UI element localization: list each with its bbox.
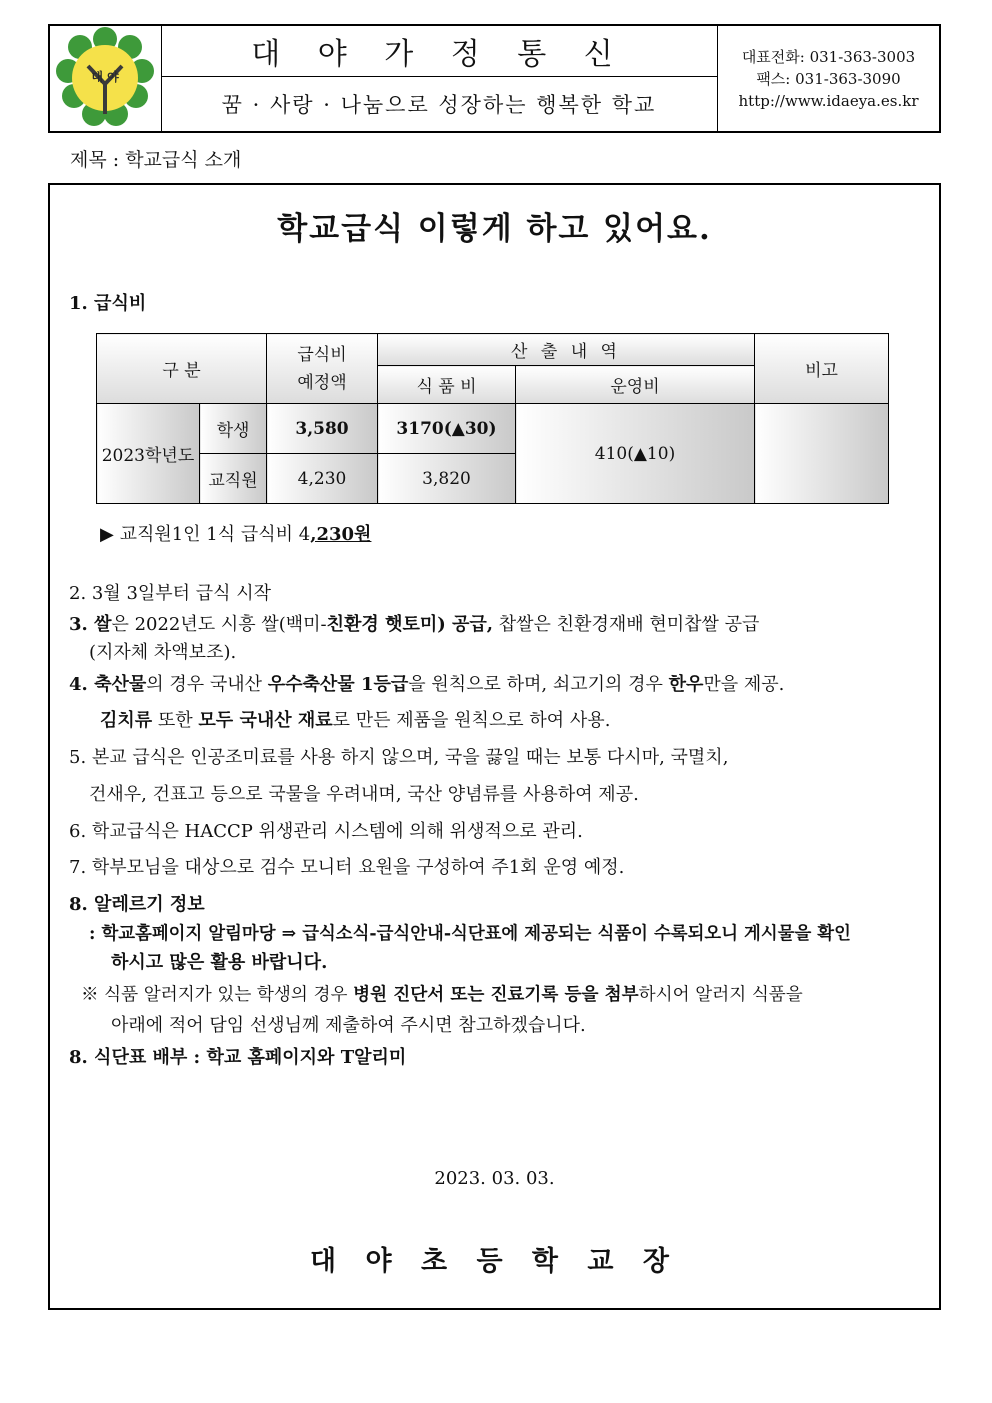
header-food-cost: 식 품 비 — [378, 366, 516, 404]
header-breakdown: 산 출 내 역 — [378, 334, 755, 366]
item-6: 6. 학교급식은 HACCP 위생관리 시스템에 의해 위생적으로 관리. — [69, 821, 583, 842]
contact-info — [718, 26, 939, 131]
document-date: 2023. 03. 03. — [434, 1168, 555, 1189]
item-8-line-1: : 학교홈페이지 알림마당 ⇒ 급식소식-급식안내-식단표에 제공되는 식품이 수록되오니 게시물을 확인 — [89, 924, 851, 944]
staff-food-cost: 3,820 — [378, 454, 516, 504]
section-1-title: 1. 급식비 — [69, 293, 147, 314]
item-3-line-2: (지자체 차액보조). — [89, 642, 237, 663]
phone-number: 대표전화: 031-363-3003 — [741, 47, 916, 66]
meal-fee-table — [96, 333, 889, 504]
item-menu-distribution: 8. 식단표 배부 : 학교 홈페이지와 T알리미 — [69, 1047, 407, 1068]
header-planned-fee: 급식비 예정액 — [267, 334, 378, 404]
main-content-box — [48, 183, 941, 1310]
staff-planned-fee: 4,230 — [267, 454, 378, 504]
logo-text: 대 야 — [91, 70, 119, 84]
row-student-label: 학생 — [200, 404, 267, 454]
school-logo — [50, 26, 161, 131]
title-cell — [161, 26, 718, 131]
item-5: 5. 본교 급식은 인공조미료를 사용 하지 않으며, 국을 끓일 때는 보통 다시마, 국멸치, — [69, 747, 729, 768]
operation-cost-value: 410(▲10) — [516, 404, 755, 504]
subject-line: 제목 : 학교급식 소개 — [70, 149, 242, 171]
allergy-note-line-2: 아래에 적어 담임 선생님께 제출하여 주시면 참고하겠습니다. — [111, 1015, 586, 1036]
year-cell: 2023학년도 — [97, 404, 200, 504]
student-food-cost: 3170(▲30) — [378, 404, 516, 454]
item-7: 7. 학부모님을 대상으로 검수 모니터 요원을 구성하여 주1회 운영 예정. — [69, 857, 625, 878]
header-note: 비고 — [755, 334, 889, 404]
header-operation-cost: 운영비 — [516, 366, 755, 404]
item-2: 2. 3월 3일부터 급식 시작 — [69, 583, 272, 604]
header-category: 구 분 — [97, 334, 267, 404]
newsletter-title: 대 야 가 정 통 신 — [161, 26, 717, 77]
row-staff-label: 교직원 — [200, 454, 267, 504]
note-value — [755, 404, 889, 504]
item-4: 4. 축산물의 경우 국내산 우수축산물 1등급을 원칙으로 하며, 쇠고기의 경우 한우만을 제공. — [69, 674, 785, 695]
item-5-line-2: 건새우, 건표고 등으로 국물을 우려내며, 국산 양념류를 사용하여 제공. — [89, 784, 639, 805]
item-4-line-2: 김치류 또한 모두 국내산 재료로 만든 제품을 원칙으로 하여 사용. — [100, 710, 611, 731]
allergy-note: ※ 식품 알러지가 있는 학생의 경우 병원 진단서 또는 진료기록 등을 첨부하시어 알러지 식품을 — [81, 984, 803, 1005]
item-8-line-2: 하시고 많은 활용 바랍니다. — [111, 952, 328, 973]
item-8-title: 8. 알레르기 정보 — [69, 894, 205, 915]
school-slogan: 꿈 · 사랑 · 나눔으로 성장하는 행복한 학교 — [221, 93, 657, 117]
principal-signature: 대 야 초 등 학 교 장 — [310, 1246, 679, 1277]
student-planned-fee: 3,580 — [267, 404, 378, 454]
newsletter-header — [48, 24, 941, 133]
item-3: 3. 쌀은 2022년도 시흥 쌀(백미-친환경 햇토미) 공급, 찹쌀은 친환경재배 현미찹쌀 공급 — [69, 614, 760, 635]
document-heading: 학교급식 이렇게 하고 있어요. — [277, 211, 712, 247]
school-url: http://www.idaeya.es.kr — [738, 91, 919, 110]
staff-fee-note: ▶ 교직원1인 1식 급식비 4,230원 — [100, 524, 372, 545]
logo-cell — [50, 26, 162, 131]
fax-number: 팩스: 031-363-3090 — [756, 69, 901, 88]
